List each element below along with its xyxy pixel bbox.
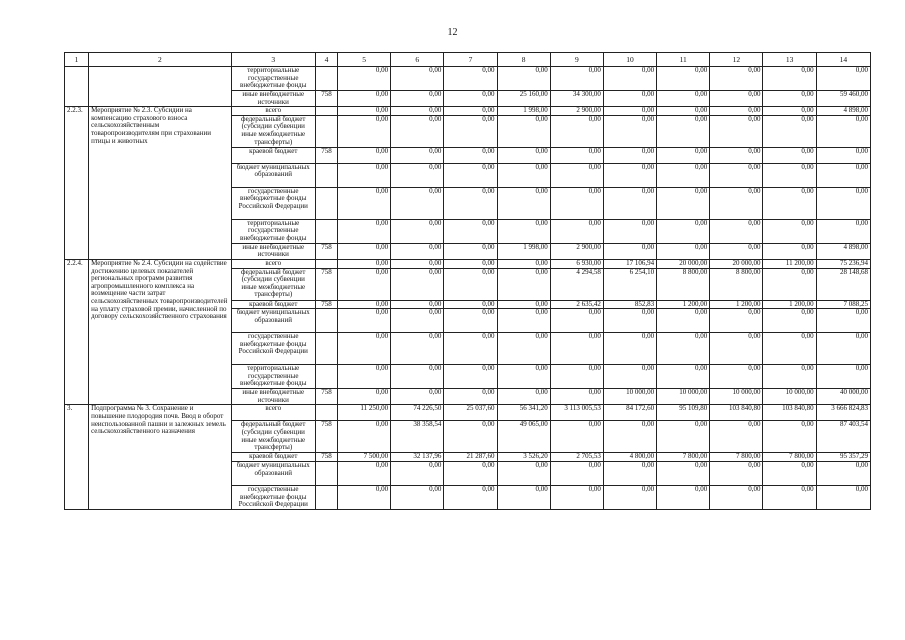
amount-cell: 0,00 <box>337 107 390 116</box>
amount-cell: 3 666 824,83 <box>816 405 870 421</box>
budget-code-cell <box>315 365 337 389</box>
amount-cell: 7 800,00 <box>657 453 710 462</box>
budget-code-cell <box>315 309 337 333</box>
amount-cell: 1 998,00 <box>497 107 550 116</box>
amount-cell: 0,00 <box>444 461 497 485</box>
amount-cell: 20 000,00 <box>657 259 710 268</box>
amount-cell: 0,00 <box>763 268 816 300</box>
amount-cell: 0,00 <box>657 115 710 147</box>
amount-cell: 25 037,60 <box>444 405 497 421</box>
amount-cell: 0,00 <box>550 219 603 243</box>
column-header: 14 <box>816 53 870 67</box>
amount-cell: 0,00 <box>391 107 444 116</box>
amount-cell: 0,00 <box>816 163 870 187</box>
amount-cell: 0,00 <box>657 107 710 116</box>
amount-cell: 0,00 <box>444 147 497 163</box>
amount-cell: 0,00 <box>444 365 497 389</box>
amount-cell: 2 705,53 <box>550 453 603 462</box>
amount-cell: 0,00 <box>816 365 870 389</box>
amount-cell: 0,00 <box>710 461 763 485</box>
amount-cell: 0,00 <box>710 91 763 107</box>
amount-cell: 0,00 <box>444 333 497 365</box>
amount-cell: 0,00 <box>657 485 710 509</box>
item-index-cell: 2.2.4. <box>65 259 89 404</box>
amount-cell: 0,00 <box>657 163 710 187</box>
amount-cell: 4 294,58 <box>550 268 603 300</box>
amount-cell: 0,00 <box>497 268 550 300</box>
amount-cell: 0,00 <box>337 187 390 219</box>
amount-cell: 3 526,20 <box>497 453 550 462</box>
budget-code-cell <box>315 259 337 268</box>
funding-source-cell: краевой бюджет <box>231 453 315 462</box>
budget-code-cell: 758 <box>315 421 337 453</box>
budget-code-cell: 758 <box>315 147 337 163</box>
amount-cell: 0,00 <box>497 309 550 333</box>
funding-source-cell: краевой бюджет <box>231 147 315 163</box>
amount-cell: 0,00 <box>763 309 816 333</box>
amount-cell: 38 358,54 <box>391 421 444 453</box>
amount-cell: 0,00 <box>337 259 390 268</box>
amount-cell: 0,00 <box>497 461 550 485</box>
funding-source-cell: иные внебюджетные источники <box>231 91 315 107</box>
amount-cell: 2 900,00 <box>550 107 603 116</box>
amount-cell: 0,00 <box>603 309 656 333</box>
amount-cell: 84 172,60 <box>603 405 656 421</box>
funding-source-cell: краевой бюджет <box>231 300 315 309</box>
column-header: 3 <box>231 53 315 67</box>
amount-cell: 0,00 <box>816 309 870 333</box>
funding-source-cell: иные внебюджетные источники <box>231 389 315 405</box>
amount-cell: 0,00 <box>763 485 816 509</box>
amount-cell: 0,00 <box>391 67 444 91</box>
amount-cell: 0,00 <box>816 485 870 509</box>
table-row <box>65 67 871 91</box>
funding-source-cell: федеральный бюджет (субсидии субвенции иные межбюджетные трансферты) <box>231 268 315 300</box>
amount-cell: 8 800,00 <box>710 268 763 300</box>
amount-cell: 1 200,00 <box>657 300 710 309</box>
amount-cell: 0,00 <box>603 461 656 485</box>
budget-code-cell: 758 <box>315 268 337 300</box>
amount-cell: 0,00 <box>816 333 870 365</box>
budget-code-cell <box>315 163 337 187</box>
amount-cell: 0,00 <box>444 309 497 333</box>
amount-cell: 0,00 <box>337 147 390 163</box>
amount-cell: 0,00 <box>337 461 390 485</box>
item-index-cell: 2.2.3. <box>65 107 89 260</box>
amount-cell: 0,00 <box>337 300 390 309</box>
page-number: 12 <box>447 27 458 38</box>
funding-source-cell: федеральный бюджет (субсидии субвенции иные межбюджетные трансферты) <box>231 421 315 453</box>
amount-cell: 8 800,00 <box>657 268 710 300</box>
budget-code-cell <box>315 107 337 116</box>
amount-cell: 0,00 <box>497 259 550 268</box>
amount-cell: 0,00 <box>391 461 444 485</box>
amount-cell: 0,00 <box>763 107 816 116</box>
amount-cell: 7 088,25 <box>816 300 870 309</box>
amount-cell: 11 250,00 <box>337 405 390 421</box>
amount-cell: 25 160,00 <box>497 91 550 107</box>
amount-cell: 0,00 <box>763 115 816 147</box>
amount-cell: 103 840,80 <box>710 405 763 421</box>
item-name-cell: Подпрограмма № 3. Сохранение и повышение плодородия почв. Ввод в оборот неиспользованной пашни и залежных земель сельскохозяйственного назначения <box>89 405 232 510</box>
funding-source-cell: всего <box>231 259 315 268</box>
amount-cell: 0,00 <box>603 67 656 91</box>
column-header: 4 <box>315 53 337 67</box>
amount-cell: 0,00 <box>444 187 497 219</box>
amount-cell: 0,00 <box>763 187 816 219</box>
amount-cell: 56 341,20 <box>497 405 550 421</box>
amount-cell: 0,00 <box>657 243 710 259</box>
item-index-cell: 3. <box>65 405 89 510</box>
amount-cell: 852,83 <box>603 300 656 309</box>
funding-source-cell: федеральный бюджет (субсидии субвенции иные межбюджетные трансферты) <box>231 115 315 147</box>
amount-cell: 0,00 <box>603 421 656 453</box>
amount-cell: 0,00 <box>444 259 497 268</box>
amount-cell: 0,00 <box>391 163 444 187</box>
column-header: 5 <box>337 53 390 67</box>
amount-cell: 0,00 <box>710 365 763 389</box>
funding-source-cell: иные внебюджетные источники <box>231 243 315 259</box>
amount-cell: 59 460,00 <box>816 91 870 107</box>
amount-cell: 0,00 <box>763 365 816 389</box>
amount-cell: 0,00 <box>444 219 497 243</box>
amount-cell: 0,00 <box>497 219 550 243</box>
budget-code-cell <box>315 115 337 147</box>
amount-cell: 0,00 <box>550 389 603 405</box>
amount-cell: 21 287,60 <box>444 453 497 462</box>
amount-cell: 0,00 <box>763 67 816 91</box>
amount-cell: 0,00 <box>816 219 870 243</box>
amount-cell: 7 500,00 <box>337 453 390 462</box>
amount-cell: 0,00 <box>710 243 763 259</box>
amount-cell: 0,00 <box>444 107 497 116</box>
amount-cell: 10 000,00 <box>710 389 763 405</box>
amount-cell: 0,00 <box>710 333 763 365</box>
amount-cell: 0,00 <box>603 333 656 365</box>
budget-code-cell <box>315 461 337 485</box>
funding-source-cell: территориальные государственные внебюджетные фонды <box>231 365 315 389</box>
amount-cell: 0,00 <box>710 147 763 163</box>
amount-cell: 49 065,00 <box>497 421 550 453</box>
amount-cell: 0,00 <box>710 309 763 333</box>
funding-source-cell: бюджет муниципальных образований <box>231 309 315 333</box>
amount-cell: 0,00 <box>603 187 656 219</box>
amount-cell: 0,00 <box>444 243 497 259</box>
amount-cell: 0,00 <box>444 91 497 107</box>
item-name-cell <box>89 67 232 107</box>
column-number-header-row <box>65 53 871 67</box>
amount-cell: 0,00 <box>444 389 497 405</box>
amount-cell: 87 403,54 <box>816 421 870 453</box>
amount-cell: 0,00 <box>603 91 656 107</box>
amount-cell: 0,00 <box>657 147 710 163</box>
amount-cell: 0,00 <box>657 421 710 453</box>
amount-cell: 0,00 <box>497 67 550 91</box>
amount-cell: 34 300,00 <box>550 91 603 107</box>
budget-code-cell: 758 <box>315 389 337 405</box>
amount-cell: 0,00 <box>710 219 763 243</box>
amount-cell: 1 200,00 <box>710 300 763 309</box>
column-header: 13 <box>763 53 816 67</box>
amount-cell: 0,00 <box>657 461 710 485</box>
funding-source-cell: бюджет муниципальных образований <box>231 461 315 485</box>
amount-cell: 0,00 <box>337 485 390 509</box>
amount-cell: 0,00 <box>550 309 603 333</box>
amount-cell: 0,00 <box>391 485 444 509</box>
amount-cell: 0,00 <box>497 187 550 219</box>
budget-code-cell: 758 <box>315 91 337 107</box>
amount-cell: 10 000,00 <box>763 389 816 405</box>
amount-cell: 6 930,00 <box>550 259 603 268</box>
budget-code-cell <box>315 405 337 421</box>
amount-cell: 0,00 <box>444 300 497 309</box>
amount-cell: 0,00 <box>763 461 816 485</box>
amount-cell: 0,00 <box>603 485 656 509</box>
column-header: 9 <box>550 53 603 67</box>
amount-cell: 0,00 <box>763 91 816 107</box>
amount-cell: 0,00 <box>710 163 763 187</box>
amount-cell: 20 000,00 <box>710 259 763 268</box>
amount-cell: 4 800,00 <box>603 453 656 462</box>
amount-cell: 103 840,80 <box>763 405 816 421</box>
amount-cell: 0,00 <box>337 115 390 147</box>
amount-cell: 0,00 <box>444 421 497 453</box>
amount-cell: 0,00 <box>337 67 390 91</box>
amount-cell: 10 000,00 <box>603 389 656 405</box>
amount-cell: 0,00 <box>337 219 390 243</box>
amount-cell: 0,00 <box>497 147 550 163</box>
amount-cell: 0,00 <box>710 115 763 147</box>
amount-cell: 0,00 <box>497 365 550 389</box>
amount-cell: 0,00 <box>603 147 656 163</box>
amount-cell: 1 998,00 <box>497 243 550 259</box>
amount-cell: 0,00 <box>550 365 603 389</box>
amount-cell: 4 898,00 <box>816 243 870 259</box>
amount-cell: 0,00 <box>657 187 710 219</box>
amount-cell: 0,00 <box>391 268 444 300</box>
amount-cell: 0,00 <box>337 268 390 300</box>
table-row <box>65 259 871 268</box>
amount-cell: 0,00 <box>444 485 497 509</box>
amount-cell: 0,00 <box>444 67 497 91</box>
amount-cell: 0,00 <box>603 219 656 243</box>
column-header: 7 <box>444 53 497 67</box>
budget-code-cell: 758 <box>315 300 337 309</box>
amount-cell: 0,00 <box>550 421 603 453</box>
amount-cell: 0,00 <box>763 147 816 163</box>
table-row <box>65 405 871 421</box>
amount-cell: 0,00 <box>710 187 763 219</box>
amount-cell: 0,00 <box>603 107 656 116</box>
amount-cell: 0,00 <box>497 115 550 147</box>
amount-cell: 32 137,96 <box>391 453 444 462</box>
amount-cell: 0,00 <box>550 115 603 147</box>
amount-cell: 0,00 <box>710 107 763 116</box>
amount-cell: 0,00 <box>337 309 390 333</box>
amount-cell: 0,00 <box>391 115 444 147</box>
amount-cell: 4 898,00 <box>816 107 870 116</box>
amount-cell: 0,00 <box>337 421 390 453</box>
amount-cell: 0,00 <box>391 389 444 405</box>
budget-table <box>64 52 871 510</box>
amount-cell: 0,00 <box>391 300 444 309</box>
amount-cell: 0,00 <box>816 461 870 485</box>
amount-cell: 0,00 <box>603 115 656 147</box>
funding-source-cell: всего <box>231 405 315 421</box>
amount-cell: 3 113 005,53 <box>550 405 603 421</box>
column-header: 2 <box>89 53 232 67</box>
amount-cell: 75 236,94 <box>816 259 870 268</box>
table-row <box>65 107 871 116</box>
budget-code-cell <box>315 333 337 365</box>
funding-source-cell: территориальные государственные внебюджетные фонды <box>231 219 315 243</box>
amount-cell: 0,00 <box>550 461 603 485</box>
amount-cell: 0,00 <box>657 333 710 365</box>
amount-cell: 0,00 <box>657 219 710 243</box>
amount-cell: 0,00 <box>657 67 710 91</box>
budget-code-cell <box>315 485 337 509</box>
amount-cell: 0,00 <box>391 91 444 107</box>
amount-cell: 0,00 <box>444 115 497 147</box>
funding-source-cell: бюджет муниципальных образований <box>231 163 315 187</box>
amount-cell: 6 254,10 <box>603 268 656 300</box>
amount-cell: 0,00 <box>816 187 870 219</box>
amount-cell: 0,00 <box>444 163 497 187</box>
funding-source-cell: государственные внебюджетные фонды Российской Федерации <box>231 187 315 219</box>
amount-cell: 1 200,00 <box>763 300 816 309</box>
amount-cell: 0,00 <box>391 187 444 219</box>
funding-source-cell: государственные внебюджетные фонды Российской Федерации <box>231 485 315 509</box>
amount-cell: 0,00 <box>337 91 390 107</box>
amount-cell: 0,00 <box>657 91 710 107</box>
amount-cell: 0,00 <box>337 243 390 259</box>
amount-cell: 0,00 <box>550 187 603 219</box>
amount-cell: 7 800,00 <box>710 453 763 462</box>
column-header: 12 <box>710 53 763 67</box>
amount-cell: 0,00 <box>763 219 816 243</box>
amount-cell: 0,00 <box>337 365 390 389</box>
amount-cell: 0,00 <box>391 243 444 259</box>
amount-cell: 0,00 <box>337 333 390 365</box>
amount-cell: 17 106,94 <box>603 259 656 268</box>
amount-cell: 2 900,00 <box>550 243 603 259</box>
column-header: 6 <box>391 53 444 67</box>
amount-cell: 0,00 <box>816 147 870 163</box>
amount-cell: 0,00 <box>497 389 550 405</box>
column-header: 8 <box>497 53 550 67</box>
amount-cell: 0,00 <box>391 365 444 389</box>
amount-cell: 7 800,00 <box>763 453 816 462</box>
amount-cell: 0,00 <box>391 333 444 365</box>
amount-cell: 0,00 <box>550 163 603 187</box>
amount-cell: 0,00 <box>550 485 603 509</box>
amount-cell: 0,00 <box>657 309 710 333</box>
amount-cell: 0,00 <box>710 67 763 91</box>
column-header: 1 <box>65 53 89 67</box>
amount-cell: 0,00 <box>657 365 710 389</box>
table-body <box>65 67 871 510</box>
budget-code-cell <box>315 187 337 219</box>
item-name-cell: Мероприятие № 2.4. Субсидии на содействие достижению целевых показателей региональных программ развития агропромышленного комплекса на возмещение части затрат сельскохозяйственных товаропроизводителей на уплату страховой премии, начисленной по договору сельскохозяйственного страхования <box>89 259 232 404</box>
column-header: 11 <box>657 53 710 67</box>
amount-cell: 40 000,00 <box>816 389 870 405</box>
amount-cell: 11 200,00 <box>763 259 816 268</box>
budget-code-cell: 758 <box>315 243 337 259</box>
amount-cell: 0,00 <box>497 485 550 509</box>
column-header: 10 <box>603 53 656 67</box>
amount-cell: 0,00 <box>710 421 763 453</box>
amount-cell: 10 000,00 <box>657 389 710 405</box>
amount-cell: 0,00 <box>763 421 816 453</box>
amount-cell: 0,00 <box>550 147 603 163</box>
amount-cell: 95 109,80 <box>657 405 710 421</box>
amount-cell: 0,00 <box>337 389 390 405</box>
funding-source-cell: государственные внебюджетные фонды Российской Федерации <box>231 333 315 365</box>
budget-code-cell <box>315 67 337 91</box>
amount-cell: 0,00 <box>603 243 656 259</box>
item-name-cell: Мероприятие № 2.3. Субсидии на компенсацию страхового взноса сельскохозяйственным товаропроизводителям при страховании птицы и животных <box>89 107 232 260</box>
amount-cell: 0,00 <box>603 163 656 187</box>
amount-cell: 0,00 <box>497 300 550 309</box>
amount-cell: 0,00 <box>710 485 763 509</box>
amount-cell: 0,00 <box>391 219 444 243</box>
budget-code-cell: 758 <box>315 453 337 462</box>
amount-cell: 95 357,29 <box>816 453 870 462</box>
amount-cell: 0,00 <box>444 268 497 300</box>
amount-cell: 2 635,42 <box>550 300 603 309</box>
funding-source-cell: территориальные государственные внебюджетные фонды <box>231 67 315 91</box>
item-index-cell <box>65 67 89 107</box>
amount-cell: 0,00 <box>497 333 550 365</box>
amount-cell: 0,00 <box>550 67 603 91</box>
amount-cell: 0,00 <box>816 115 870 147</box>
funding-source-cell: всего <box>231 107 315 116</box>
amount-cell: 0,00 <box>763 163 816 187</box>
amount-cell: 0,00 <box>816 67 870 91</box>
amount-cell: 0,00 <box>391 309 444 333</box>
budget-code-cell <box>315 219 337 243</box>
amount-cell: 0,00 <box>391 147 444 163</box>
amount-cell: 0,00 <box>550 333 603 365</box>
amount-cell: 0,00 <box>337 163 390 187</box>
amount-cell: 0,00 <box>763 333 816 365</box>
amount-cell: 74 226,50 <box>391 405 444 421</box>
amount-cell: 0,00 <box>497 163 550 187</box>
amount-cell: 0,00 <box>603 365 656 389</box>
amount-cell: 28 148,68 <box>816 268 870 300</box>
amount-cell: 0,00 <box>763 243 816 259</box>
amount-cell: 0,00 <box>391 259 444 268</box>
